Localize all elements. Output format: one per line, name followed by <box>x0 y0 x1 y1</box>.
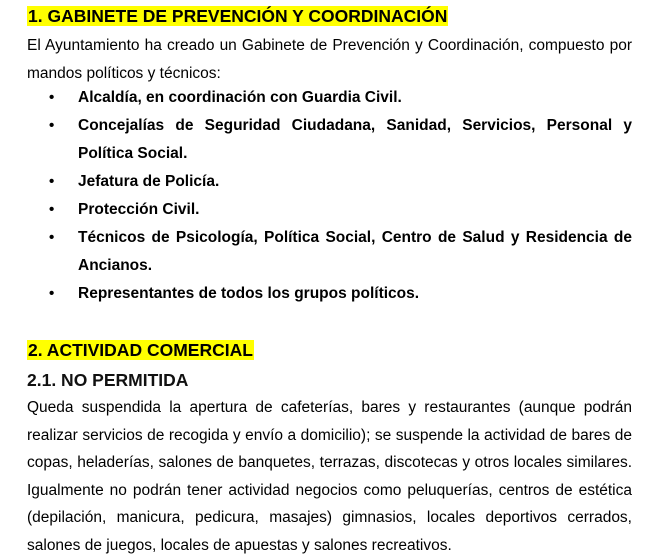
list-item <box>27 224 632 280</box>
list-item <box>27 112 632 168</box>
section-2-heading <box>27 336 254 364</box>
bullet-icon: • <box>49 89 55 106</box>
section-2-heading-text: 2. ACTIVIDAD COMERCIAL <box>28 340 253 360</box>
bullet-icon: • <box>49 201 55 218</box>
list-item-text: Técnicos de Psicología, Política Social, Centro de Salud y Residencia de Ancianos. <box>78 229 632 274</box>
bullet-icon: • <box>49 173 55 190</box>
section-2-1-text: Queda suspendida la apertura de cafeterías, bares y restaurantes (aunque podrán realizar servicios de recogida y envío a domicilio); se suspende la actividad de bares de copas, heladerías, salones de banquetes, terrazas, discotecas y otros locales similares. Igualmente no podrán tener actividad negocios como peluquerías, centros de estética (depilación, manicura, pedicura, masajes) gimnasios, locales deportivos cerrados, salones de juegos, locales de apuestas y salones recreativos. <box>27 399 632 554</box>
list-item-text: Concejalías de Seguridad Ciudadana, Sanidad, Servicios, Personal y Política Social. <box>78 117 632 162</box>
bullet-icon: • <box>49 285 55 302</box>
bullet-icon: • <box>49 117 55 134</box>
list-item <box>27 196 632 224</box>
list-item <box>27 168 632 196</box>
list-item-text: Protección Civil. <box>78 201 200 218</box>
list-item-text: Jefatura de Policía. <box>78 173 220 190</box>
section-1-intro: El Ayuntamiento ha creado un Gabinete de Prevención y Coordinación, compuesto por mandos políticos y técnicos: <box>27 37 632 82</box>
list-item <box>27 280 632 308</box>
section-1-heading-text: 1. GABINETE DE PREVENCIÓN Y COORDINACIÓN <box>28 6 448 26</box>
bullet-icon: • <box>49 229 55 246</box>
section-2-1-subheading: 2.1. NO PERMITIDA <box>27 370 189 390</box>
list-item-text: Representantes de todos los grupos políticos. <box>78 285 420 302</box>
section-1-heading <box>27 2 448 30</box>
section-1-list <box>27 84 632 308</box>
list-item-text: Alcaldía, en coordinación con Guardia Civil. <box>78 89 402 106</box>
list-item <box>27 84 632 112</box>
